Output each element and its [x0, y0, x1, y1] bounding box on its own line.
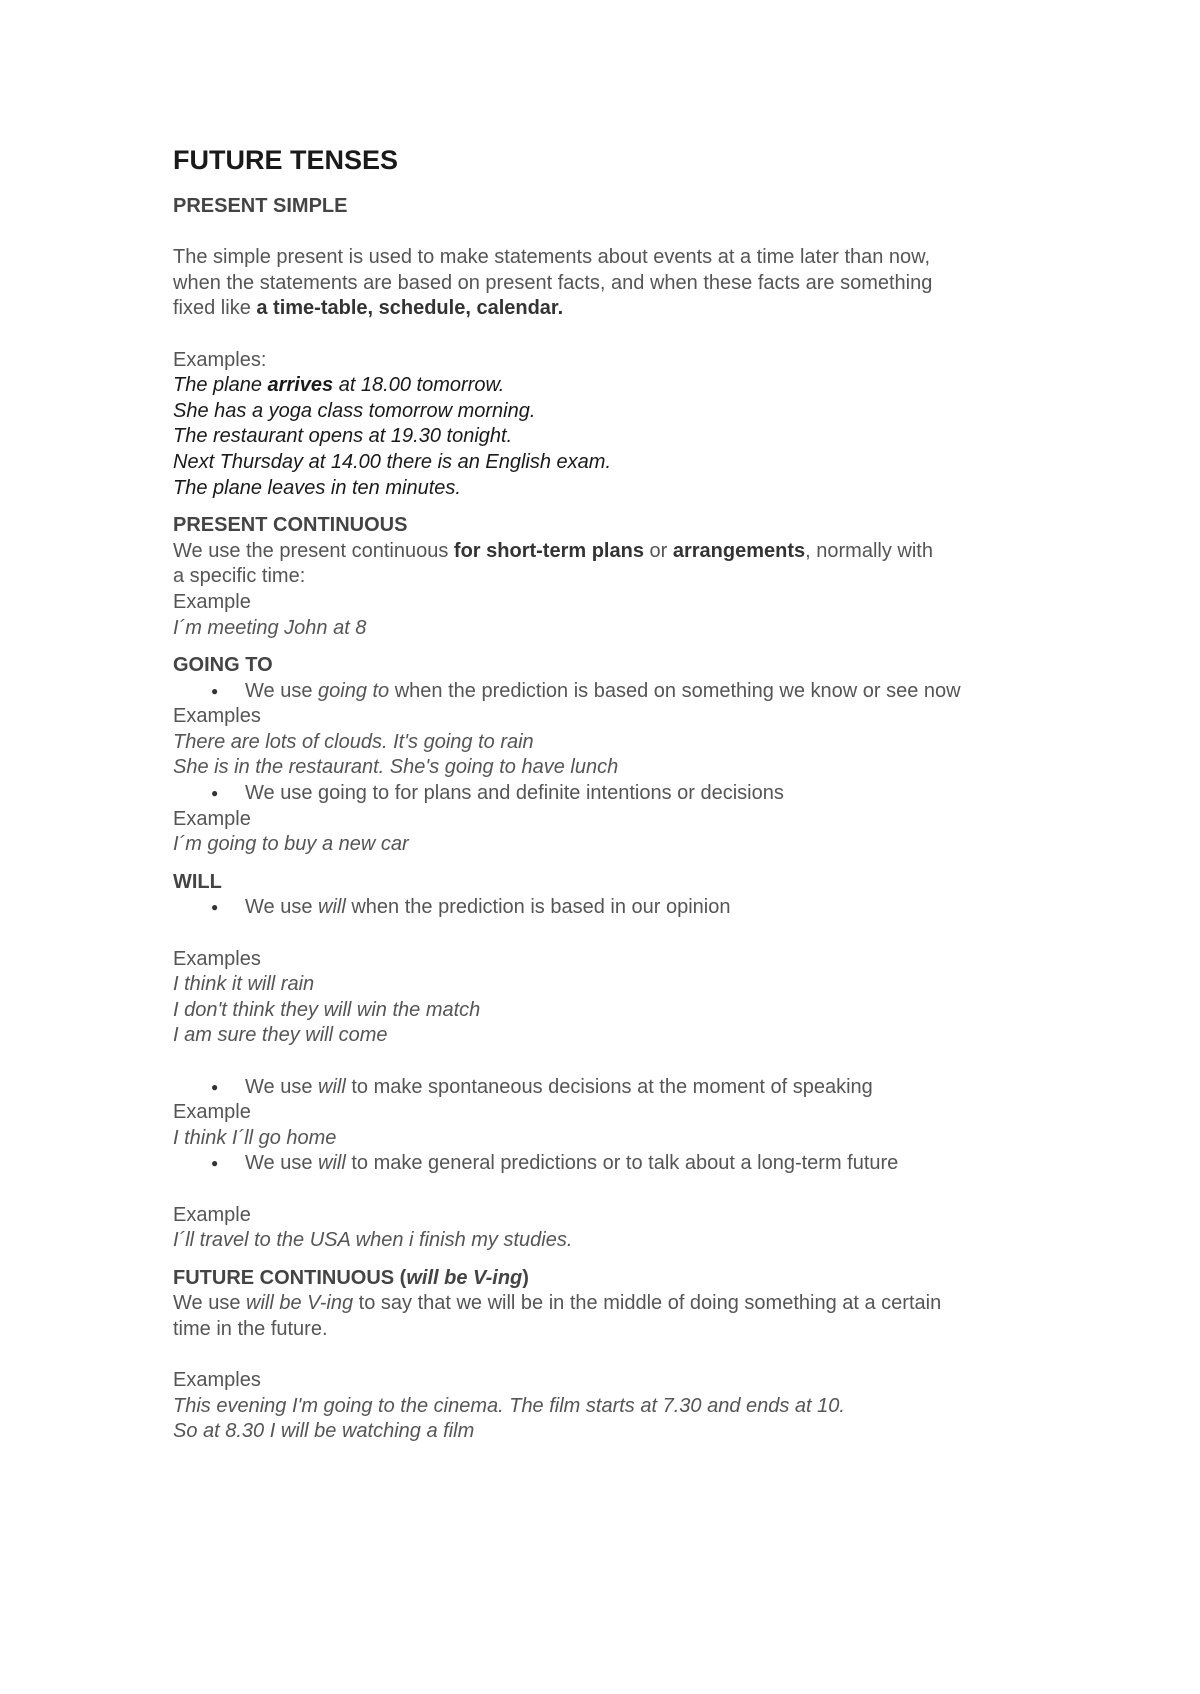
examples-label: Examples	[173, 705, 261, 728]
italic-text: So at 8.30 I will be watching a film	[173, 1420, 475, 1443]
examples-label: Examples	[173, 947, 261, 970]
bold-italic-text: arrives	[267, 374, 334, 397]
present-simple-para-line: when the statements are based on present facts, and when these facts are something	[173, 271, 933, 294]
italic-text: I am sure they will come	[173, 1024, 388, 1047]
text-span: when the prediction is based on something we know or see now	[389, 679, 961, 702]
text-span: or	[643, 539, 673, 562]
bullet-text: We use going to for plans and definite intentions or decisions	[245, 782, 784, 805]
italic-text: will	[318, 1152, 346, 1175]
italic-text: I´ll travel to the USA when i finish my studies.	[173, 1229, 573, 1252]
italic-text: The plane leaves in ten minutes.	[173, 476, 461, 499]
example-line	[173, 730, 1053, 756]
heading-present-simple: PRESENT SIMPLE	[173, 195, 348, 217]
example-line	[173, 424, 1053, 450]
examples-label: Examples	[173, 1369, 261, 1392]
page-title: FUTURE TENSES	[173, 145, 399, 175]
italic-text: There are lots of clouds. It's going to rain	[173, 730, 534, 753]
bullet-item	[173, 1151, 1053, 1177]
text-span: , normally with	[805, 539, 933, 562]
future-continuous-para-line: time in the future.	[173, 1317, 328, 1340]
future-continuous-para-line	[173, 1291, 1053, 1317]
text-span: We use	[245, 1075, 318, 1098]
italic-text: at 18.00 tomorrow.	[333, 374, 505, 397]
italic-text: will	[318, 1075, 346, 1098]
bold-text: a time-table, schedule, calendar.	[256, 297, 564, 320]
example-line	[173, 476, 1053, 502]
italic-text: She is in the restaurant. She's going to have lunch	[173, 756, 619, 779]
text-span: when the prediction is based in our opinion	[345, 896, 731, 919]
document-page	[173, 138, 1053, 1445]
example-line	[173, 755, 1053, 781]
bullet-item	[173, 679, 1053, 705]
heading-present-continuous: PRESENT CONTINUOUS	[173, 514, 408, 537]
italic-text: The plane	[173, 374, 268, 397]
italic-text: The restaurant opens at 19.30 tonight.	[173, 425, 513, 448]
bold-text: for short-term plans	[453, 539, 644, 562]
text-span: to say that we will be in the middle of doing something at a certain	[353, 1292, 942, 1315]
bullet-item	[173, 895, 1053, 921]
italic-text: will	[318, 896, 346, 919]
example-label: Example	[173, 1101, 251, 1124]
text-span: We use	[245, 896, 318, 919]
example-line	[173, 1126, 1053, 1152]
example-line	[173, 1023, 1053, 1049]
present-simple-para-line	[173, 296, 1053, 322]
text-span: FUTURE CONTINUOUS (	[173, 1266, 407, 1289]
text-span: We use	[173, 1292, 246, 1315]
example-line	[173, 616, 1053, 642]
present-simple-para-line: The simple present is used to make statements about events at a time later than now,	[173, 246, 931, 269]
example-line	[173, 998, 1053, 1024]
example-label: Example	[173, 807, 251, 830]
example-line	[173, 1394, 1053, 1420]
italic-text: I think I´ll go home	[173, 1126, 337, 1149]
text-span: We use	[245, 679, 318, 702]
italic-text: going to	[318, 679, 390, 702]
example-line	[173, 399, 1053, 425]
text-span: We use	[245, 1152, 318, 1175]
example-label: Example	[173, 590, 251, 613]
italic-text: will be V-ing	[406, 1266, 523, 1289]
heading-going-to: GOING TO	[173, 654, 273, 677]
bullet-item	[173, 781, 1053, 807]
present-continuous-para-line: a specific time:	[173, 565, 306, 588]
example-line	[173, 450, 1053, 476]
text-span: to make general predictions or to talk about a long-term future	[345, 1152, 899, 1175]
example-label: Example	[173, 1203, 251, 1226]
examples-label: Examples:	[173, 348, 267, 371]
example-line	[173, 373, 1053, 399]
text-span: We use the present continuous	[173, 539, 454, 562]
italic-text: will be V-ing	[246, 1292, 354, 1315]
heading-future-continuous	[173, 1266, 1053, 1292]
text-span: to make spontaneous decisions at the moment of speaking	[345, 1075, 873, 1098]
example-line	[173, 972, 1053, 998]
italic-text: I think it will rain	[173, 973, 315, 996]
italic-text: I´m going to buy a new car	[173, 833, 409, 856]
italic-text: This evening I'm going to the cinema. The film starts at 7.30 and ends at 10.	[173, 1394, 845, 1417]
present-continuous-para-line	[173, 539, 1053, 565]
bullet-text	[245, 679, 1025, 705]
example-line	[173, 1419, 1053, 1445]
text-span: )	[522, 1266, 529, 1289]
example-line	[173, 1228, 1053, 1254]
heading-will: WILL	[173, 870, 222, 893]
text-span: fixed like	[173, 297, 257, 320]
bullet-item	[173, 1075, 1053, 1101]
italic-text: She has a yoga class tomorrow morning.	[173, 399, 536, 422]
italic-text: Next Thursday at 14.00 there is an English exam.	[173, 450, 612, 473]
italic-text: I don't think they will win the match	[173, 998, 481, 1021]
bold-text: arrangements	[672, 539, 806, 562]
italic-text: I´m meeting John at 8	[173, 616, 367, 639]
example-line	[173, 832, 1053, 858]
